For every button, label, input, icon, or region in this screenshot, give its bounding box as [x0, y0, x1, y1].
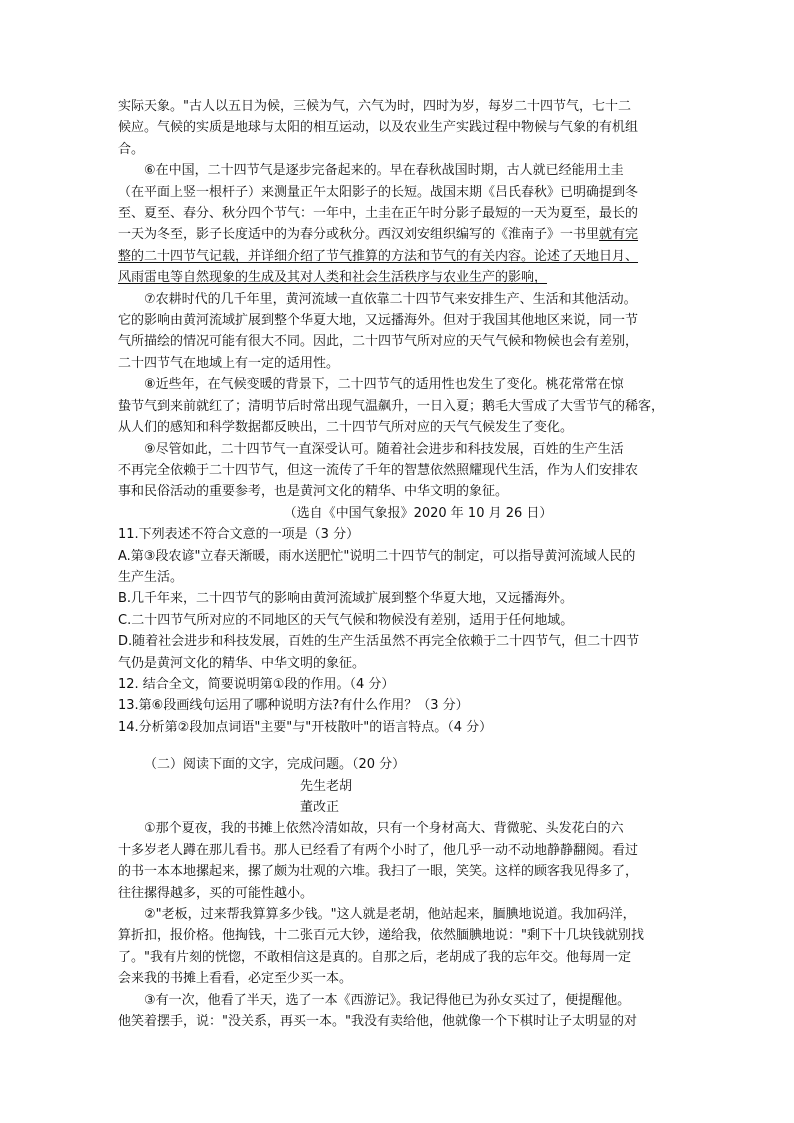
text-line: 不再完全依赖于二十四节气，但这一流传了千年的智慧依然照耀现代生活，作为人们安排农 [118, 462, 639, 478]
text-line: （选自《中国气象报》2020 年 10 月 26 日） [283, 505, 553, 521]
text-line: 气仍是黄河文化的精华、中华文明的象征。 [118, 655, 366, 671]
text-line: 二十四节气在地域上有一定的适用性。 [118, 355, 340, 371]
text-line: 它的影响由黄河流域扩展到整个华夏大地，又远播海外。但对于我国其他地区来说，同一节 [118, 313, 639, 329]
text-line: 蛰节气到来前就红了；清明节后时常出现气温飙升，一日入夏；鹅毛大雪成了大雪节气的稀客， [118, 398, 665, 414]
underlined-sentence: 风雨雷电等自然现象的生成及其对人类和社会生活秩序与农业生产的影响， [118, 270, 548, 286]
text-line: B.几千年来，二十四节气的影响由黄河流域扩展到整个华夏大地，又远播海外。 [118, 591, 574, 607]
text-line: 实际天象。"古人以五日为候，三候为气，六气为时，四时为岁，每岁二十四节气，七十二 [118, 99, 631, 114]
text-line: （在平面上竖一根杆子）来测量正午太阳影子的长短。战国末期《吕氏春秋》已明确提到冬 [118, 184, 639, 200]
text-line [118, 246, 678, 267]
text-line: 先生老胡 [300, 778, 353, 794]
underlined-sentence: 整的二十四节气记载，并详细介绍了节气推算的方法和节气的有关内容。论述了天地日月、 [118, 248, 639, 264]
text-line: ③有一次，他看了半天，选了一本《西游记》。我记得他已为孙女买过了，便提醒他。 [144, 992, 631, 1008]
text-line: 11.下列表述不符合文意的一项是（3 分） [118, 527, 360, 543]
text-line: ②"老板，过来帮我算算多少钱。"这人就是老胡，他站起来，腼腆地说道。我加码洋， [144, 907, 636, 923]
text-line: 的书一本本地摞起来，摞了颇为壮观的六堆。我扫了一眼，笑笑。这样的顾客我见得多了， [118, 864, 639, 880]
text-line: 往往摞得越多，买的可能性越小。 [118, 885, 314, 901]
document-page [118, 96, 678, 1032]
text-line: 13.第⑥段画线句运用了哪种说明方法?有什么作用？（3 分） [118, 698, 469, 714]
text-line: ⑥在中国，二十四节气是逐步完备起来的。早在春秋战国时期，古人就已经能用土圭 [144, 163, 624, 179]
text-line: 事和民俗活动的重要参考，也是黄河文化的精华、中华文明的象征。 [118, 484, 509, 500]
text-line: 从人们的感知和科学数据都反映出，二十四节气所对应的天气气候发生了变化。 [118, 420, 574, 436]
text-line: D.随着社会进步和科技发展，百姓的生产生活虽然不再完全依赖于二十四节气，但二十四节 [118, 634, 640, 650]
text-line: 十多岁老人蹲在那儿看书。那人已经看了有两个小时了，他几乎一动不动地静静翻阅。看过 [118, 842, 639, 858]
text-line: A.第③段农谚"立春天渐暖，雨水送肥忙"说明二十四节气的制定，可以指导黄河流域人民的 [118, 548, 636, 564]
text-line: 他笑着摆手，说："没关系，再买一本。"我没有卖给他，他就像一个下棋时让子太明显的对 [118, 1014, 637, 1030]
text-line: ⑦农耕时代的几千年里，黄河流域一直依靠二十四节气来安排生产、生活和其他活动。 [144, 291, 637, 307]
text-line: ⑧近些年，在气候变暖的背景下，二十四节气的适用性也发生了变化。桃花常常在惊 [144, 377, 624, 393]
text-line: ⑨尽管如此，二十四节气一直深受认可。随着社会进步和科技发展，百姓的生产生活 [144, 441, 624, 457]
text-line: 了。"我有片刻的恍惚，不敢相信这是真的。自那之后，老胡成了我的忘年交。他每周一定 [118, 949, 631, 965]
text-line: 至、夏至、春分、秋分四个节气：一年中，土圭在正午时分影子最短的一天为夏至，最长的 [118, 206, 639, 222]
text-line: 合。 [118, 141, 145, 157]
text-line: 生产生活。 [118, 569, 184, 585]
text-line: 董改正 [300, 800, 340, 815]
text-line: 气所描绘的情况可能有很大不同。因此，二十四节气所对应的天气气候和物候也会有差别， [118, 334, 639, 350]
text-line: 会来我的书摊上看看，必定至少买一本。 [118, 971, 353, 987]
text-line: 12. 结合全文，简要说明第①段的作用。（4 分） [118, 676, 395, 692]
text-line: 算折扣，报价格。他掏钱，十二张百元大钞，递给我，依然腼腆地说："剩下十几块钱就别找 [118, 928, 644, 944]
text-line [118, 267, 678, 288]
text-line: （二）阅读下面的文字，完成问题。（20 分） [144, 757, 406, 773]
text-line: 14.分析第②段加点词语"主要"与"开枝散叶"的语言特点。（4 分） [118, 719, 493, 735]
text-line: ①那个夏夜，我的书摊上依然冷清如故，只有一个身材高大、背微驼、头发花白的六 [144, 821, 624, 837]
text-line [118, 224, 678, 245]
text-line: C.二十四节气所对应的不同地区的天气气候和物候没有差别，适用于任何地域。 [118, 612, 574, 628]
text-line: 候应。气候的实质是地球与太阳的相互运动，以及农业生产实践过程中物候与气象的有机组 [118, 120, 639, 136]
underlined-sentence: 就有完 [599, 227, 639, 243]
spacer [118, 738, 678, 754]
text-segment: 一天为冬至，影子长度适中的为春分或秋分。西汉刘安组织编写的《淮南子》一书里 [118, 227, 600, 243]
